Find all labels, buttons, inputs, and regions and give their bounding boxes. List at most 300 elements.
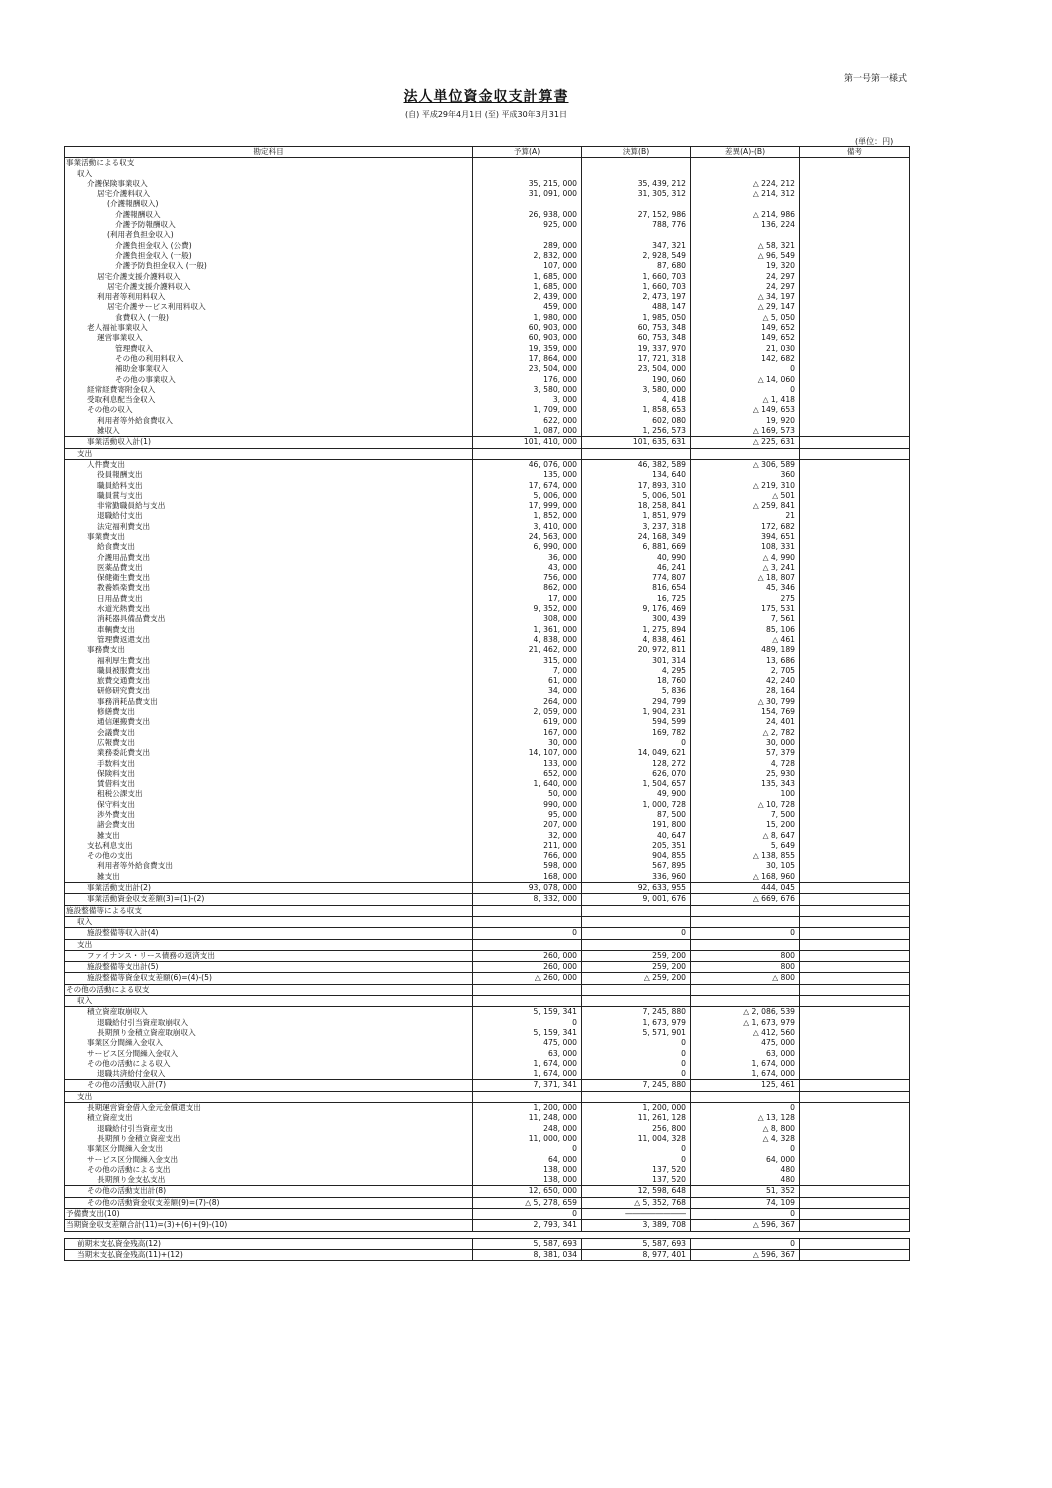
note-cell xyxy=(800,1069,910,1080)
diff-value xyxy=(691,984,800,995)
actual-value: 20, 972, 811 xyxy=(582,645,691,655)
actual-value: 1, 200, 000 xyxy=(582,1103,691,1114)
table-row xyxy=(65,905,910,916)
note-cell xyxy=(800,364,910,374)
budget-value: 756, 000 xyxy=(473,573,582,583)
budget-value: 264, 000 xyxy=(473,697,582,707)
diff-value: △ 96, 549 xyxy=(691,251,800,261)
diff-value xyxy=(691,939,800,950)
actual-value: 18, 760 xyxy=(582,676,691,686)
actual-value xyxy=(582,1091,691,1102)
budget-value: 95, 000 xyxy=(473,810,582,820)
budget-value xyxy=(473,448,582,459)
note-cell xyxy=(800,973,910,984)
account-name: 雑支出 xyxy=(65,872,473,883)
account-name: 業務委託費支出 xyxy=(65,748,473,758)
diff-value xyxy=(691,158,800,169)
note-cell xyxy=(800,789,910,799)
note-cell xyxy=(800,542,910,552)
table-row xyxy=(65,831,910,841)
note-cell xyxy=(800,928,910,939)
budget-value: 176, 000 xyxy=(473,375,582,385)
budget-value: 1, 200, 000 xyxy=(473,1103,582,1114)
note-cell xyxy=(800,522,910,532)
note-cell xyxy=(800,1134,910,1144)
table-row xyxy=(65,738,910,748)
account-name: 事業活動支出計(2) xyxy=(65,883,473,894)
actual-value: 3, 580, 000 xyxy=(582,385,691,395)
actual-value: 9, 001, 676 xyxy=(582,894,691,905)
account-name: 雑支出 xyxy=(65,831,473,841)
actual-value xyxy=(582,939,691,950)
note-cell xyxy=(800,1124,910,1134)
actual-value: 3, 237, 318 xyxy=(582,522,691,532)
budget-value: 6, 990, 000 xyxy=(473,542,582,552)
account-name: その他の活動による収入 xyxy=(65,1059,473,1069)
note-cell xyxy=(800,625,910,635)
actual-value: 0 xyxy=(582,928,691,939)
account-name: 老人福祉事業収入 xyxy=(65,323,473,333)
budget-value: 2, 793, 341 xyxy=(473,1220,582,1231)
header-budget: 予算(A) xyxy=(473,147,582,158)
account-name: 施設整備等支出計(5) xyxy=(65,962,473,973)
note-cell xyxy=(800,645,910,655)
actual-value: 46, 241 xyxy=(582,563,691,573)
table-row xyxy=(65,553,910,563)
note-cell xyxy=(800,169,910,179)
actual-value: 488, 147 xyxy=(582,302,691,312)
diff-value: 24, 297 xyxy=(691,272,800,282)
budget-value: 2, 439, 000 xyxy=(473,292,582,302)
table-row xyxy=(65,344,910,354)
diff-value xyxy=(691,230,800,240)
actual-value: 5, 571, 901 xyxy=(582,1028,691,1038)
budget-value: 1, 361, 000 xyxy=(473,625,582,635)
diff-value: △ 4, 328 xyxy=(691,1134,800,1144)
account-name: 長期預り金積立資産支出 xyxy=(65,1134,473,1144)
table-row xyxy=(65,416,910,426)
actual-value: 19, 337, 970 xyxy=(582,344,691,354)
table-row xyxy=(65,364,910,374)
stray-mark: · xyxy=(714,1216,717,1224)
account-name: 退職共済給付金収入 xyxy=(65,1069,473,1080)
actual-value: 31, 305, 312 xyxy=(582,189,691,199)
diff-value: △ 8, 800 xyxy=(691,1124,800,1134)
note-cell xyxy=(800,861,910,871)
note-cell xyxy=(800,614,910,624)
diff-value: 1, 674, 000 xyxy=(691,1069,800,1080)
diff-value: △ 214, 312 xyxy=(691,189,800,199)
table-row xyxy=(65,333,910,343)
table-row xyxy=(65,501,910,511)
diff-value: △ 5, 050 xyxy=(691,313,800,323)
budget-value: 4, 838, 000 xyxy=(473,635,582,645)
account-name: 退職給付支出 xyxy=(65,511,473,521)
actual-value: 191, 800 xyxy=(582,820,691,830)
budget-value: 101, 410, 000 xyxy=(473,437,582,448)
diff-value: 7, 500 xyxy=(691,810,800,820)
actual-value: 626, 070 xyxy=(582,769,691,779)
budget-value: 138, 000 xyxy=(473,1175,582,1186)
diff-value: 0 xyxy=(691,385,800,395)
account-name: その他の収入 xyxy=(65,405,473,415)
actual-value xyxy=(582,905,691,916)
budget-value: 1, 852, 000 xyxy=(473,511,582,521)
table-row xyxy=(65,1208,910,1219)
actual-value: 256, 800 xyxy=(582,1124,691,1134)
actual-value: 101, 635, 631 xyxy=(582,437,691,448)
diff-value: 28, 164 xyxy=(691,686,800,696)
budget-value: 260, 000 xyxy=(473,962,582,973)
table-row xyxy=(65,996,910,1007)
budget-value: 862, 000 xyxy=(473,583,582,593)
budget-value: 8, 381, 034 xyxy=(473,1249,582,1260)
table-row xyxy=(65,1134,910,1144)
account-name: 職員被服費支出 xyxy=(65,666,473,676)
note-cell xyxy=(800,302,910,312)
table-row xyxy=(65,220,910,230)
table-row xyxy=(65,894,910,905)
budget-value: 31, 091, 000 xyxy=(473,189,582,199)
account-name: 保守料支出 xyxy=(65,800,473,810)
actual-value: 5, 587, 693 xyxy=(582,1238,691,1249)
note-cell xyxy=(800,292,910,302)
account-name: 予備費支出(10) xyxy=(65,1208,473,1219)
actual-value: 4, 838, 461 xyxy=(582,635,691,645)
account-name: 諸会費支出 xyxy=(65,820,473,830)
budget-value: 36, 000 xyxy=(473,553,582,563)
diff-value xyxy=(691,448,800,459)
actual-value: 14, 049, 621 xyxy=(582,748,691,758)
table-row xyxy=(65,511,910,521)
note-cell xyxy=(800,385,910,395)
account-name: 事業費支出 xyxy=(65,532,473,542)
table-row xyxy=(65,323,910,333)
actual-value: 1, 858, 653 xyxy=(582,405,691,415)
note-cell xyxy=(800,748,910,758)
note-cell xyxy=(800,459,910,470)
actual-value: 12, 598, 648 xyxy=(582,1186,691,1197)
note-cell xyxy=(800,395,910,405)
actual-value: 4, 418 xyxy=(582,395,691,405)
note-cell xyxy=(800,220,910,230)
diff-value: 15, 200 xyxy=(691,820,800,830)
account-name: 保健衛生費支出 xyxy=(65,573,473,583)
table-row xyxy=(65,962,910,973)
budget-value: 289, 000 xyxy=(473,241,582,251)
note-cell xyxy=(800,583,910,593)
diff-value: △ 214, 986 xyxy=(691,210,800,220)
budget-value: 30, 000 xyxy=(473,738,582,748)
account-name: 積立資産取崩収入 xyxy=(65,1007,473,1018)
budget-value: 60, 903, 000 xyxy=(473,323,582,333)
note-cell xyxy=(800,573,910,583)
diff-value: 360 xyxy=(691,470,800,480)
account-name: 前期末支払資金残高(12) xyxy=(65,1238,473,1249)
actual-value: 16, 725 xyxy=(582,594,691,604)
note-cell xyxy=(800,841,910,851)
account-name: サービス区分間繰入金支出 xyxy=(65,1155,473,1165)
note-cell xyxy=(800,738,910,748)
cashflow-statement-table xyxy=(64,146,910,1261)
actual-value: 23, 504, 000 xyxy=(582,364,691,374)
budget-value xyxy=(473,169,582,179)
diff-value: 172, 682 xyxy=(691,522,800,532)
diff-value: △ 149, 653 xyxy=(691,405,800,415)
actual-value: 87, 500 xyxy=(582,810,691,820)
diff-value: 480 xyxy=(691,1175,800,1186)
note-cell xyxy=(800,553,910,563)
actual-value: 3, 389, 708 xyxy=(582,1220,691,1231)
diff-value: 0 xyxy=(691,1208,800,1219)
account-name: 租税公課支出 xyxy=(65,789,473,799)
actual-value: 134, 640 xyxy=(582,470,691,480)
diff-value: △ 138, 855 xyxy=(691,851,800,861)
note-cell xyxy=(800,448,910,459)
table-row xyxy=(65,604,910,614)
header-actual: 決算(B) xyxy=(582,147,691,158)
diff-value: 19, 920 xyxy=(691,416,800,426)
budget-value: 12, 650, 000 xyxy=(473,1186,582,1197)
table-row xyxy=(65,800,910,810)
account-name: 手数料支出 xyxy=(65,759,473,769)
actual-value: 137, 520 xyxy=(582,1175,691,1186)
account-name: 支出 xyxy=(65,1091,473,1102)
budget-value: 168, 000 xyxy=(473,872,582,883)
actual-value: 816, 654 xyxy=(582,583,691,593)
table-row xyxy=(65,210,910,220)
table-row xyxy=(65,645,910,655)
actual-value: 7, 245, 880 xyxy=(582,1007,691,1018)
note-cell xyxy=(800,779,910,789)
budget-value xyxy=(473,158,582,169)
actual-value: 259, 200 xyxy=(582,950,691,961)
diff-value: △ 461 xyxy=(691,635,800,645)
table-row xyxy=(65,292,910,302)
diff-value: △ 225, 631 xyxy=(691,437,800,448)
account-name: 積立資産支出 xyxy=(65,1113,473,1123)
table-row xyxy=(65,697,910,707)
note-cell xyxy=(800,251,910,261)
table-row xyxy=(65,179,910,189)
diff-value: 0 xyxy=(691,364,800,374)
account-name: 非常勤職員給与支出 xyxy=(65,501,473,511)
account-name: 事務費支出 xyxy=(65,645,473,655)
account-name: 居宅介護サービス利用料収入 xyxy=(65,302,473,312)
account-name: その他の支出 xyxy=(65,851,473,861)
diff-value: △ 8, 647 xyxy=(691,831,800,841)
note-cell xyxy=(800,939,910,950)
account-name: ファイナンス・リース債務の返済支出 xyxy=(65,950,473,961)
budget-value: 17, 864, 000 xyxy=(473,354,582,364)
table-row xyxy=(65,1144,910,1154)
account-name: 介護報酬収入 xyxy=(65,210,473,220)
table-row xyxy=(65,950,910,961)
note-cell xyxy=(800,769,910,779)
table-row xyxy=(65,385,910,395)
diff-value: 800 xyxy=(691,950,800,961)
budget-value: 7, 000 xyxy=(473,666,582,676)
budget-value: 5, 159, 341 xyxy=(473,1007,582,1018)
note-cell xyxy=(800,1175,910,1186)
account-name: 食費収入 (一般) xyxy=(65,313,473,323)
account-name: 人件費支出 xyxy=(65,459,473,470)
diff-value: △ 4, 990 xyxy=(691,553,800,563)
budget-value: 260, 000 xyxy=(473,950,582,961)
budget-value xyxy=(473,916,582,927)
budget-value: 107, 000 xyxy=(473,261,582,271)
note-cell xyxy=(800,950,910,961)
account-name: 事務消耗品費支出 xyxy=(65,697,473,707)
account-name: 運営事業収入 xyxy=(65,333,473,343)
table-header-row xyxy=(65,147,910,158)
table-row xyxy=(65,241,910,251)
note-cell xyxy=(800,1080,910,1091)
diff-value: 51, 352 xyxy=(691,1186,800,1197)
diff-value: △ 1, 418 xyxy=(691,395,800,405)
diff-value: 2, 705 xyxy=(691,666,800,676)
actual-value: 40, 990 xyxy=(582,553,691,563)
budget-value: 0 xyxy=(473,1018,582,1028)
account-name: 施設整備等による収支 xyxy=(65,905,473,916)
table-row xyxy=(65,1220,910,1231)
diff-value: △ 18, 807 xyxy=(691,573,800,583)
table-row xyxy=(65,313,910,323)
actual-value xyxy=(582,916,691,927)
budget-value: 7, 371, 341 xyxy=(473,1080,582,1091)
note-cell xyxy=(800,179,910,189)
header-diff: 差異(A)-(B) xyxy=(691,147,800,158)
table-row xyxy=(65,789,910,799)
budget-value: 17, 000 xyxy=(473,594,582,604)
diff-value: △ 2, 086, 539 xyxy=(691,1007,800,1018)
account-name: (介護報酬収入) xyxy=(65,199,473,209)
diff-value: △ 10, 728 xyxy=(691,800,800,810)
account-name: 介護保険事業収入 xyxy=(65,179,473,189)
note-cell xyxy=(800,728,910,738)
actual-value: 2, 473, 197 xyxy=(582,292,691,302)
actual-value: 60, 753, 348 xyxy=(582,333,691,343)
budget-value xyxy=(473,1091,582,1102)
account-name: 水道光熱費支出 xyxy=(65,604,473,614)
table-row xyxy=(65,728,910,738)
note-cell xyxy=(800,656,910,666)
note-cell xyxy=(800,261,910,271)
diff-value: △ 669, 676 xyxy=(691,894,800,905)
actual-value: 1, 275, 894 xyxy=(582,625,691,635)
budget-value: 34, 000 xyxy=(473,686,582,696)
table-row xyxy=(65,199,910,209)
account-name: (利用者負担金収入) xyxy=(65,230,473,240)
table-row xyxy=(65,594,910,604)
budget-value: 50, 000 xyxy=(473,789,582,799)
diff-value: 25, 930 xyxy=(691,769,800,779)
account-name: 施設整備等収入計(4) xyxy=(65,928,473,939)
diff-value: 108, 331 xyxy=(691,542,800,552)
actual-value: 1, 256, 573 xyxy=(582,426,691,437)
diff-value: 4, 728 xyxy=(691,759,800,769)
account-name: 利用者等外給食費収入 xyxy=(65,416,473,426)
actual-value: 301, 314 xyxy=(582,656,691,666)
table-row xyxy=(65,717,910,727)
actual-value xyxy=(582,199,691,209)
table-row xyxy=(65,189,910,199)
note-cell xyxy=(800,883,910,894)
account-name: 退職給付引当資産支出 xyxy=(65,1124,473,1134)
budget-value: 8, 332, 000 xyxy=(473,894,582,905)
account-name: 広報費支出 xyxy=(65,738,473,748)
note-cell xyxy=(800,604,910,614)
table-row xyxy=(65,1238,910,1249)
actual-value: 1, 660, 703 xyxy=(582,282,691,292)
budget-value: 26, 938, 000 xyxy=(473,210,582,220)
note-cell xyxy=(800,333,910,343)
note-cell xyxy=(800,1049,910,1059)
diff-value: 24, 297 xyxy=(691,282,800,292)
table-row xyxy=(65,573,910,583)
actual-value: 1, 660, 703 xyxy=(582,272,691,282)
budget-value: 167, 000 xyxy=(473,728,582,738)
page-title: 法人単位資金収支計算書 xyxy=(403,89,569,105)
table-row xyxy=(65,872,910,883)
diff-value: △ 13, 128 xyxy=(691,1113,800,1123)
note-cell xyxy=(800,511,910,521)
account-name: 利用者等利用料収入 xyxy=(65,292,473,302)
table-row xyxy=(65,1113,910,1123)
table-row xyxy=(65,563,910,573)
table-row xyxy=(65,1186,910,1197)
note-cell xyxy=(800,905,910,916)
budget-value: 619, 000 xyxy=(473,717,582,727)
table-row xyxy=(65,1018,910,1028)
account-name: 通信運搬費支出 xyxy=(65,717,473,727)
table-row xyxy=(65,405,910,415)
actual-value: 2, 928, 549 xyxy=(582,251,691,261)
table-row xyxy=(65,1049,910,1059)
budget-value: 652, 000 xyxy=(473,769,582,779)
table-row xyxy=(65,532,910,542)
account-name: 管理費返還支出 xyxy=(65,635,473,645)
note-cell xyxy=(800,996,910,1007)
table-row xyxy=(65,656,910,666)
table-row xyxy=(65,769,910,779)
note-cell xyxy=(800,717,910,727)
budget-value: 1, 685, 000 xyxy=(473,282,582,292)
diff-value: △ 30, 799 xyxy=(691,697,800,707)
table-row xyxy=(65,491,910,501)
diff-value: 142, 682 xyxy=(691,354,800,364)
diff-value: 85, 106 xyxy=(691,625,800,635)
actual-value: 169, 782 xyxy=(582,728,691,738)
actual-value: 594, 599 xyxy=(582,717,691,727)
budget-value: 5, 587, 693 xyxy=(473,1238,582,1249)
account-name: 利用者等外給食費支出 xyxy=(65,861,473,871)
diff-value: 444, 045 xyxy=(691,883,800,894)
diff-value: 800 xyxy=(691,962,800,973)
note-cell xyxy=(800,426,910,437)
budget-value: 63, 000 xyxy=(473,1049,582,1059)
diff-value: △ 14, 060 xyxy=(691,375,800,385)
table-row xyxy=(65,426,910,437)
actual-value: 5, 006, 501 xyxy=(582,491,691,501)
budget-value: 11, 000, 000 xyxy=(473,1134,582,1144)
diff-value: 24, 401 xyxy=(691,717,800,727)
table-row xyxy=(65,1080,910,1091)
budget-value: 925, 000 xyxy=(473,220,582,230)
table-row xyxy=(65,779,910,789)
diff-value: 0 xyxy=(691,928,800,939)
table-row xyxy=(65,1059,910,1069)
